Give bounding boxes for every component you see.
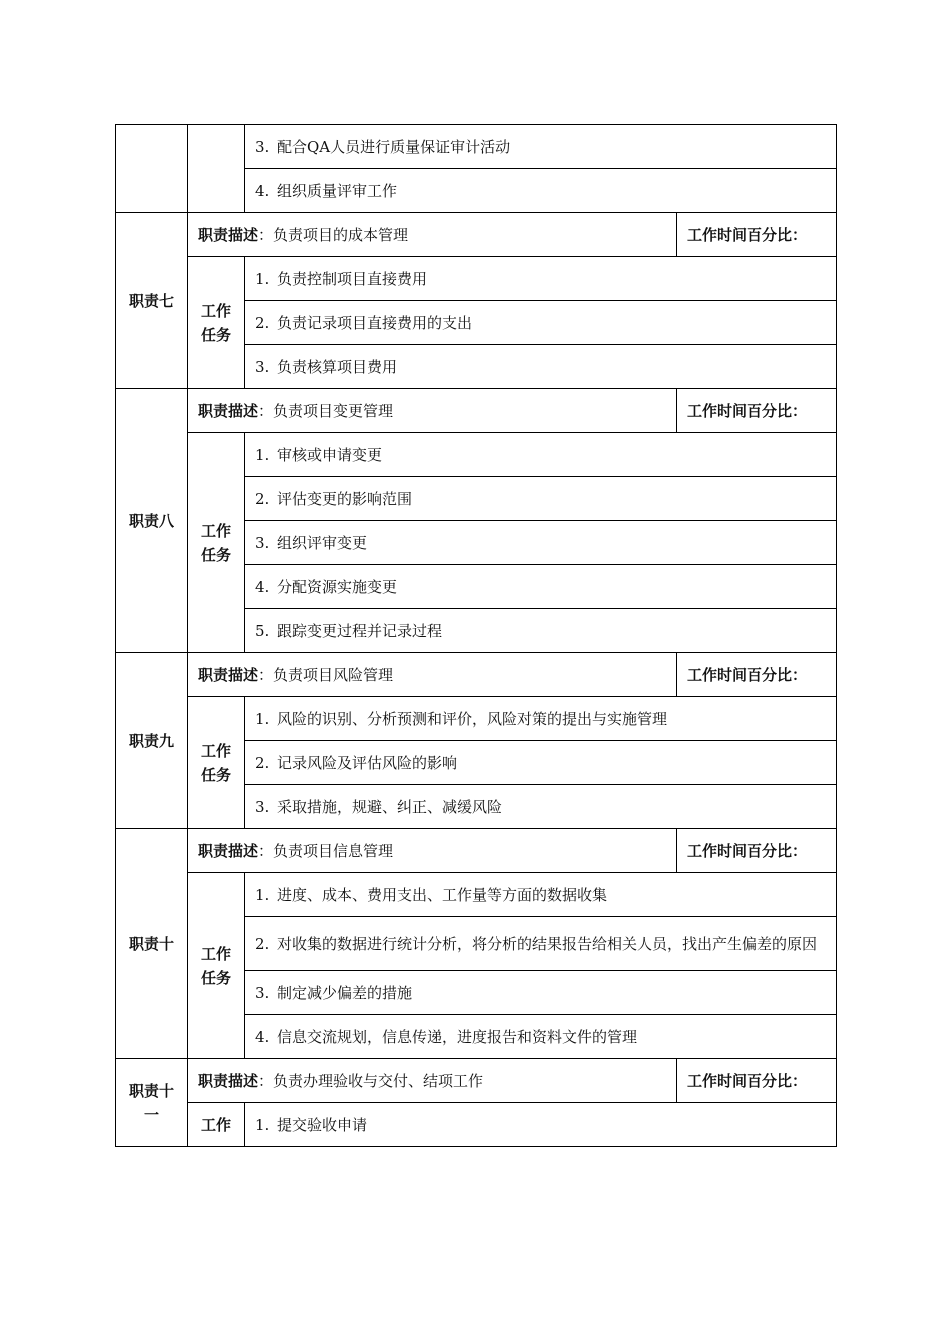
table-row: [116, 257, 837, 301]
table-row: [116, 873, 837, 917]
duty-name: 职责十: [116, 829, 188, 1059]
duty-table: [115, 124, 837, 1147]
task-cell: 1. 提交验收申请: [245, 1103, 837, 1147]
task-label: 工作: [188, 1103, 245, 1147]
task-cell: 3. 组织评审变更: [245, 521, 837, 565]
duty-description: 职责描述：负责项目风险管理: [188, 653, 677, 697]
task-cell: 4. 信息交流规划，信息传递，进度报告和资料文件的管理: [245, 1015, 837, 1059]
duty-description-row: [116, 829, 837, 873]
duty-description: 职责描述：负责项目信息管理: [188, 829, 677, 873]
task-cell: 4. 分配资源实施变更: [245, 565, 837, 609]
table-row: [116, 433, 837, 477]
duty-description-row: [116, 653, 837, 697]
time-percentage-label: 工作时间百分比：: [677, 829, 837, 873]
duty-description-row: [116, 1059, 837, 1103]
time-percentage-label: 工作时间百分比：: [677, 653, 837, 697]
duty-description: 职责描述：负责项目的成本管理: [188, 213, 677, 257]
duty-description-row: [116, 213, 837, 257]
task-cell: 3. 负责核算项目费用: [245, 345, 837, 389]
time-percentage-label: 工作时间百分比：: [677, 1059, 837, 1103]
task-cell: 5. 跟踪变更过程并记录过程: [245, 609, 837, 653]
task-label: 工作 任务: [188, 257, 245, 389]
task-label: 工作 任务: [188, 433, 245, 653]
time-percentage-label: 工作时间百分比：: [677, 389, 837, 433]
duty-name: 职责七: [116, 213, 188, 389]
task-cell: 1. 进度、成本、费用支出、工作量等方面的数据收集: [245, 873, 837, 917]
task-cell: 2. 对收集的数据进行统计分析，将分析的结果报告给相关人员，找出产生偏差的原因: [245, 917, 837, 971]
task-cell: 3. 配合QA人员进行质量保证审计活动: [245, 125, 837, 169]
duty-description: 职责描述：负责办理验收与交付、结项工作: [188, 1059, 677, 1103]
task-cell: 2. 记录风险及评估风险的影响: [245, 741, 837, 785]
task-cell: 1. 审核或申请变更: [245, 433, 837, 477]
task-label: 工作 任务: [188, 873, 245, 1059]
time-percentage-label: 工作时间百分比：: [677, 213, 837, 257]
duty-name-cell: [116, 125, 188, 213]
table-row: [116, 1103, 837, 1147]
duty-name: 职责九: [116, 653, 188, 829]
duty-name: 职责十一: [116, 1059, 188, 1147]
task-cell: 3. 采取措施，规避、纠正、减缓风险: [245, 785, 837, 829]
task-cell: 1. 负责控制项目直接费用: [245, 257, 837, 301]
task-cell: 1. 风险的识别、分析预测和评价，风险对策的提出与实施管理: [245, 697, 837, 741]
task-label: 工作 任务: [188, 697, 245, 829]
task-cell: 4. 组织质量评审工作: [245, 169, 837, 213]
task-cell: 2. 负责记录项目直接费用的支出: [245, 301, 837, 345]
task-cell: 2. 评估变更的影响范围: [245, 477, 837, 521]
table-row: [116, 697, 837, 741]
task-cell: 3. 制定减少偏差的措施: [245, 971, 837, 1015]
duty-name: 职责八: [116, 389, 188, 653]
table-row: [116, 125, 837, 169]
task-label-cell: [188, 125, 245, 213]
duty-description-row: [116, 389, 837, 433]
duty-description: 职责描述：负责项目变更管理: [188, 389, 677, 433]
